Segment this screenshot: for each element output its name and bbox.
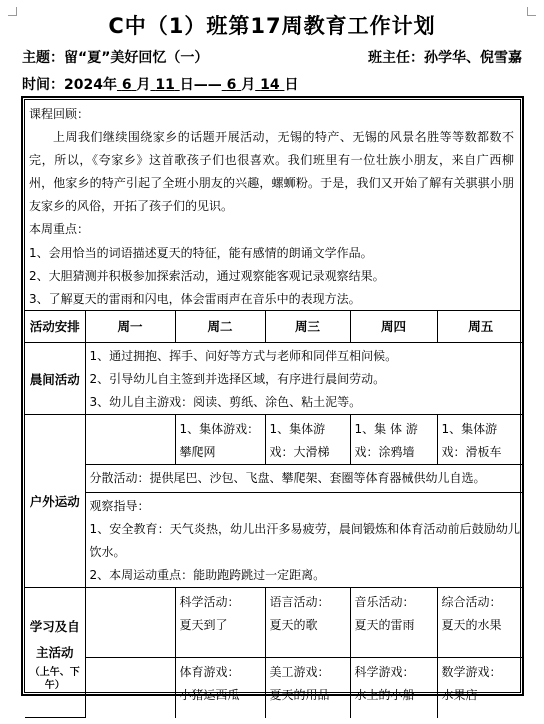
time-start-day-unit: 日—— [179, 77, 222, 93]
study-thursday-1: 音乐活动： 夏天的雷雨 [350, 588, 437, 658]
header-monday: 周一 [85, 310, 175, 343]
outdoor-game-monday [85, 415, 175, 465]
observe-item-2: 2、本周运动重点：能助跑跨跳过一定距离。 [89, 568, 326, 582]
teachers-info [368, 47, 522, 67]
study-monday-2 [85, 658, 175, 718]
study-friday-2: 数学游戏： 水果店 [437, 658, 524, 718]
time-line [22, 74, 298, 94]
review-label: 课程回顾： [29, 107, 90, 121]
study-label-line-1: 学习及自 [29, 618, 80, 634]
time-end-month: 6 [226, 77, 237, 93]
outdoor-game-friday: 1、集体游戏：滑板车 [437, 415, 524, 465]
study-monday-1 [85, 588, 175, 658]
theme-value: 留“夏”美好回忆（一） [64, 50, 209, 66]
table-header-row [25, 310, 524, 343]
time-year: 2024年 [64, 77, 117, 93]
header-thursday: 周四 [350, 310, 437, 343]
observe-label: 观察指导： [89, 499, 150, 513]
time-label: 时间： [22, 77, 64, 93]
header-friday: 周五 [437, 310, 524, 343]
time-start-day: 11 [155, 77, 175, 93]
time-end-day-unit: 日 [284, 77, 299, 93]
study-label [25, 588, 85, 718]
header-wednesday: 周三 [265, 310, 350, 343]
time-start-month: 6 [121, 77, 132, 93]
study-thursday-2: 科学游戏： 水上的小船 [350, 658, 437, 718]
document-title: C中（1）班第17周教育工作计划 [108, 14, 436, 38]
morning-content [85, 343, 524, 415]
focus-item-1: 1、会用恰当的词语描述夏天的特征，能有感情的朗诵文学作品。 [29, 246, 373, 260]
outdoor-split-activity: 分散活动：提供尾巴、沙包、飞盘、攀爬架、套圈等体育器械供幼儿自选。 [85, 465, 524, 493]
teachers-label: 班主任： [368, 50, 424, 66]
morning-line-3: 3、幼儿自主游戏：阅读、剪纸、涂色、粘土泥等。 [89, 395, 362, 409]
study-row-2 [25, 658, 524, 718]
time-start-month-unit: 月 [136, 77, 151, 93]
outdoor-game-thursday: 1、集 体 游 戏：涂鸦墙 [350, 415, 437, 465]
time-end-month-unit: 月 [241, 77, 256, 93]
morning-row [25, 343, 524, 415]
morning-label: 晨间活动 [25, 343, 85, 415]
morning-line-2: 2、引导幼儿自主签到并选择区域，有序进行晨间劳动。 [89, 372, 386, 386]
study-label-line-2: 主活动 [35, 644, 74, 660]
outdoor-game-wednesday: 1、集体游戏：大滑梯 [265, 415, 350, 465]
study-row-1 [25, 588, 524, 658]
teachers-value: 孙学华、倪雪嘉 [424, 50, 522, 66]
theme-label: 主题： [22, 50, 64, 66]
study-tuesday-2: 体育游戏： 小猪运西瓜 [175, 658, 265, 718]
morning-line-1: 1、通过拥抱、挥手、问好等方式与老师和同伴互相问候。 [89, 349, 398, 363]
plan-inner-border [24, 99, 521, 702]
outdoor-game-tuesday: 1、集体游戏：攀爬网 [175, 415, 265, 465]
header-activity: 活动安排 [25, 310, 85, 343]
focus-label: 本周重点： [29, 222, 90, 236]
header-tuesday: 周二 [175, 310, 265, 343]
study-friday-1: 综合活动： 夏天的水果 [437, 588, 524, 658]
outdoor-games-row [25, 415, 524, 465]
outdoor-observe [85, 493, 524, 588]
outdoor-label: 户外运动 [25, 415, 85, 588]
study-tuesday-1: 科学活动： 夏天到了 [175, 588, 265, 658]
focus-item-2: 2、大胆猜测并积极参加探索活动，通过观察能客观记录观察结果。 [29, 269, 385, 283]
outdoor-observe-row [25, 493, 524, 588]
course-review-section [25, 100, 520, 311]
study-wednesday-1: 语言活动： 夏天的歌 [265, 588, 350, 658]
observe-item-1: 1、安全教育：天气炎热，幼儿出汗多易疲劳，晨间锻炼和体育活动前后鼓励幼儿饮水。 [89, 522, 520, 559]
focus-item-3: 3、了解夏天的雷雨和闪电，体会雷雨声在音乐中的表现方法。 [29, 292, 361, 306]
review-paragraph: 上周我们继续围绕家乡的话题开展活动，无锡的特产、无锡的风景名胜等等数都数不完，所以，《夸家乡》这首歌孩子们也很喜欢。我们班里有一位壮族小朋友，来自广西柳州，他家乡的特产引起了全班小朋友的兴趣，螺蛳粉。于是，我们又开始了解有关骐骐小朋友家乡的风俗，开拓了孩子们的见识。 [29, 130, 514, 213]
theme-line [22, 47, 522, 67]
schedule-table [25, 310, 524, 718]
time-end-day: 14 [260, 77, 280, 93]
study-label-sub: （上午、下午） [29, 666, 80, 691]
study-wednesday-2: 美工游戏： 夏天的用品 [265, 658, 350, 718]
plan-frame [21, 96, 524, 702]
outdoor-split-row [25, 465, 524, 493]
